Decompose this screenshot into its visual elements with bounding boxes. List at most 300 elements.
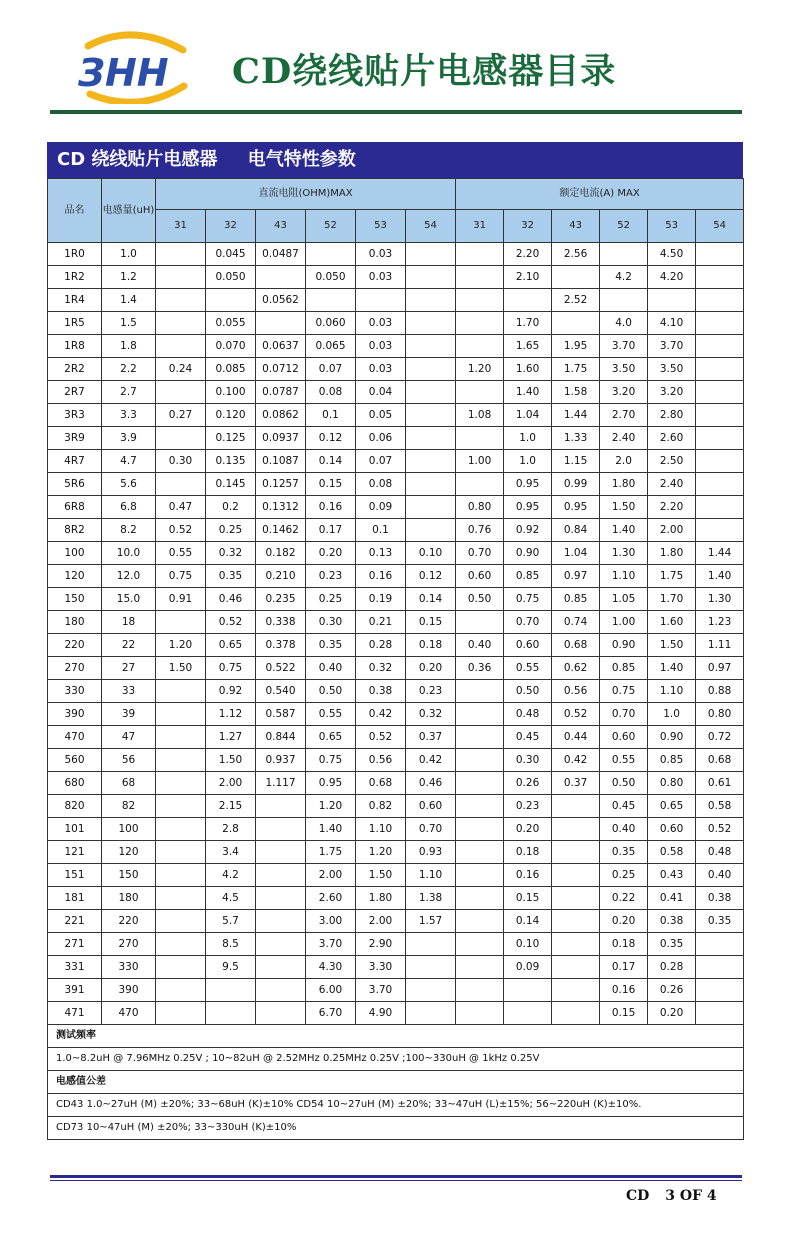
table-cell: 5.7	[206, 910, 256, 933]
table-cell: 1.57	[406, 910, 456, 933]
table-cell	[552, 841, 600, 864]
table-cell: 0.68	[696, 749, 744, 772]
table-cell	[696, 1002, 744, 1025]
table-cell	[696, 243, 744, 266]
table-row	[48, 657, 744, 680]
table-cell: 1.20	[356, 841, 406, 864]
table-cell: 3.70	[356, 979, 406, 1002]
tolerance-text-1: CD43 1.0~27uH (M) ±20%; 33~68uH (K)±10% CD54 10~27uH (M) ±20%; 33~47uH (L)±15%; 56~220uH (K)±10%.	[48, 1094, 744, 1117]
table-cell: 0.38	[696, 887, 744, 910]
table-cell: 470	[102, 1002, 156, 1025]
table-cell: 3.70	[306, 933, 356, 956]
table-cell: 0.28	[356, 634, 406, 657]
document-title: CD绕线贴片电感器目录	[232, 51, 617, 92]
table-cell	[156, 1002, 206, 1025]
table-cell: 1.08	[456, 404, 504, 427]
table-cell: 1.0	[504, 427, 552, 450]
table-cell: 0.27	[156, 404, 206, 427]
table-cell	[156, 841, 206, 864]
table-cell: 0.80	[456, 496, 504, 519]
table-cell	[156, 381, 206, 404]
table-cell: 2.00	[648, 519, 696, 542]
table-cell: 3.50	[648, 358, 696, 381]
table-cell: 0.23	[306, 565, 356, 588]
table-cell: 0.182	[256, 542, 306, 565]
table-cell: 0.48	[696, 841, 744, 864]
table-row	[48, 519, 744, 542]
table-cell	[696, 473, 744, 496]
table-cell	[156, 726, 206, 749]
table-cell: 0.52	[552, 703, 600, 726]
table-cell: 120	[48, 565, 102, 588]
table-cell	[456, 979, 504, 1002]
table-cell: 0.58	[696, 795, 744, 818]
table-cell: 0.30	[156, 450, 206, 473]
table-cell: 0.16	[306, 496, 356, 519]
table-cell: 0.55	[504, 657, 552, 680]
table-cell: 0.18	[600, 933, 648, 956]
table-cell: 4R7	[48, 450, 102, 473]
table-cell	[456, 335, 504, 358]
table-cell	[256, 956, 306, 979]
footer-divider	[50, 1175, 742, 1178]
table-row	[48, 496, 744, 519]
table-cell	[456, 312, 504, 335]
table-cell: 0.08	[306, 381, 356, 404]
table-cell: 0.125	[206, 427, 256, 450]
table-cell	[552, 266, 600, 289]
table-cell: 0.1087	[256, 450, 306, 473]
table-cell: 1.80	[356, 887, 406, 910]
table-cell: 1.70	[504, 312, 552, 335]
table-cell	[406, 496, 456, 519]
table-cell: 0.55	[156, 542, 206, 565]
table-cell	[406, 289, 456, 312]
table-cell	[156, 956, 206, 979]
table-cell: 0.10	[406, 542, 456, 565]
table-cell	[156, 473, 206, 496]
table-cell	[456, 289, 504, 312]
table-cell	[456, 864, 504, 887]
table-cell	[696, 289, 744, 312]
table-cell: 0.75	[206, 657, 256, 680]
table-cell: 0.48	[504, 703, 552, 726]
header-dcr-size: 52	[306, 210, 356, 243]
table-cell: 3.50	[600, 358, 648, 381]
table-cell: 0.21	[356, 611, 406, 634]
table-cell: 271	[48, 933, 102, 956]
table-cell: 0.16	[356, 565, 406, 588]
table-cell: 3.30	[356, 956, 406, 979]
table-cell: 0.14	[406, 588, 456, 611]
table-cell: 1.20	[306, 795, 356, 818]
table-cell: 2.20	[504, 243, 552, 266]
table-cell	[206, 1002, 256, 1025]
table-cell: 0.92	[504, 519, 552, 542]
table-row	[48, 818, 744, 841]
table-cell	[552, 956, 600, 979]
table-cell: 0.58	[648, 841, 696, 864]
table-cell: 1.40	[306, 818, 356, 841]
table-cell: 0.85	[600, 657, 648, 680]
table-cell: 0.0862	[256, 404, 306, 427]
table-cell	[696, 427, 744, 450]
table-cell	[552, 979, 600, 1002]
table-row	[48, 910, 744, 933]
table-cell: 0.80	[648, 772, 696, 795]
table-cell: 0.22	[600, 887, 648, 910]
table-cell: 0.1257	[256, 473, 306, 496]
table-cell	[406, 335, 456, 358]
table-cell: 1.75	[552, 358, 600, 381]
table-cell: 0.09	[504, 956, 552, 979]
table-cell: 1.50	[356, 864, 406, 887]
table-cell	[406, 427, 456, 450]
table-row	[48, 956, 744, 979]
table-cell: 0.35	[600, 841, 648, 864]
table-cell: 0.85	[648, 749, 696, 772]
table-cell: 6.00	[306, 979, 356, 1002]
table-cell: 0.20	[306, 542, 356, 565]
table-cell: 330	[102, 956, 156, 979]
table-cell: 680	[48, 772, 102, 795]
table-cell: 0.25	[206, 519, 256, 542]
table-cell: 2.7	[102, 381, 156, 404]
table-cell	[552, 864, 600, 887]
table-cell: 4.7	[102, 450, 156, 473]
table-cell: 0.0712	[256, 358, 306, 381]
table-cell: 3.70	[600, 335, 648, 358]
table-cell: 0.16	[600, 979, 648, 1002]
table-cell: 0.80	[696, 703, 744, 726]
table-cell: 0.17	[306, 519, 356, 542]
table-cell: 0.90	[648, 726, 696, 749]
table-cell: 0.065	[306, 335, 356, 358]
table-cell	[456, 427, 504, 450]
footer-divider-thin	[50, 1180, 742, 1181]
table-cell: 0.03	[356, 312, 406, 335]
logo-text: ЗHH	[78, 51, 169, 95]
table-cell	[696, 266, 744, 289]
table-cell: 0.52	[356, 726, 406, 749]
table-row	[48, 887, 744, 910]
table-cell	[552, 818, 600, 841]
table-cell: 1.50	[600, 496, 648, 519]
table-cell	[406, 473, 456, 496]
table-cell: 33	[102, 680, 156, 703]
table-cell: 0.09	[356, 496, 406, 519]
table-cell	[156, 979, 206, 1002]
table-cell: 0.07	[306, 358, 356, 381]
table-cell: 0.100	[206, 381, 256, 404]
table-cell: 180	[102, 887, 156, 910]
table-row	[48, 542, 744, 565]
table-cell: 0.92	[206, 680, 256, 703]
table-cell: 1.40	[504, 381, 552, 404]
table-cell	[456, 726, 504, 749]
table-cell: 1.65	[504, 335, 552, 358]
table-cell: 0.40	[456, 634, 504, 657]
table-row	[48, 335, 744, 358]
table-cell: 1.30	[600, 542, 648, 565]
table-cell: 0.50	[306, 680, 356, 703]
table-cell: 0.070	[206, 335, 256, 358]
table-cell	[156, 680, 206, 703]
table-cell: 4.30	[306, 956, 356, 979]
table-cell: 27	[102, 657, 156, 680]
table-cell: 1.27	[206, 726, 256, 749]
table-cell: 47	[102, 726, 156, 749]
table-cell: 0.085	[206, 358, 256, 381]
table-cell	[156, 611, 206, 634]
table-cell: 0.04	[356, 381, 406, 404]
table-cell: 0.25	[306, 588, 356, 611]
table-cell: 0.52	[156, 519, 206, 542]
table-cell: 1.0	[648, 703, 696, 726]
header-current-size: 43	[552, 210, 600, 243]
table-cell	[406, 933, 456, 956]
table-cell: 0.06	[356, 427, 406, 450]
table-cell: 2.40	[648, 473, 696, 496]
table-cell	[456, 266, 504, 289]
table-cell	[156, 243, 206, 266]
table-cell: 3R3	[48, 404, 102, 427]
table-cell: 0.95	[552, 496, 600, 519]
table-cell: 0.35	[696, 910, 744, 933]
table-title-part2: 电气特性参数	[247, 149, 356, 170]
table-cell: 1.40	[648, 657, 696, 680]
table-cell: 2.2	[102, 358, 156, 381]
table-cell: 0.75	[156, 565, 206, 588]
table-cell: 0.68	[552, 634, 600, 657]
table-cell	[456, 611, 504, 634]
table-cell	[406, 450, 456, 473]
table-cell: 560	[48, 749, 102, 772]
table-cell	[504, 979, 552, 1002]
table-cell: 0.35	[206, 565, 256, 588]
table-cell	[456, 473, 504, 496]
tolerance-label: 电感值公差	[48, 1071, 744, 1094]
table-cell: 1.75	[648, 565, 696, 588]
table-cell	[696, 979, 744, 1002]
table-cell: 56	[102, 749, 156, 772]
table-cell: 0.65	[306, 726, 356, 749]
table-cell: 1.117	[256, 772, 306, 795]
table-cell	[504, 289, 552, 312]
table-cell: 1.40	[600, 519, 648, 542]
table-cell: 2.20	[648, 496, 696, 519]
table-body	[48, 243, 744, 1025]
table-cell: 0.42	[552, 749, 600, 772]
table-cell: 0.0937	[256, 427, 306, 450]
table-cell: 2.0	[600, 450, 648, 473]
table-cell	[306, 289, 356, 312]
table-cell: 1.04	[552, 542, 600, 565]
table-cell: 0.40	[306, 657, 356, 680]
table-cell: 0.36	[456, 657, 504, 680]
table-cell: 0.91	[156, 588, 206, 611]
table-cell: 2.60	[648, 427, 696, 450]
table-cell: 6.70	[306, 1002, 356, 1025]
table-cell: 0.10	[504, 933, 552, 956]
table-cell: 9.5	[206, 956, 256, 979]
table-cell: 2.90	[356, 933, 406, 956]
table-cell: 0.85	[504, 565, 552, 588]
table-cell: 0.93	[406, 841, 456, 864]
table-row	[48, 312, 744, 335]
table-cell: 0.45	[600, 795, 648, 818]
table-cell: 0.75	[306, 749, 356, 772]
header-dcr-group: 直流电阻(OHM)MAX	[156, 179, 456, 210]
table-cell: 0.42	[356, 703, 406, 726]
table-cell: 1.58	[552, 381, 600, 404]
table-cell: 100	[102, 818, 156, 841]
table-cell: 0.88	[696, 680, 744, 703]
table-cell: 1.10	[356, 818, 406, 841]
table-cell: 3.4	[206, 841, 256, 864]
table-cell: 0.84	[552, 519, 600, 542]
table-cell: 220	[48, 634, 102, 657]
table-cell: 0.587	[256, 703, 306, 726]
table-cell: 1.2	[102, 266, 156, 289]
table-cell: 2.52	[552, 289, 600, 312]
table-cell: 0.75	[600, 680, 648, 703]
table-cell: 0.145	[206, 473, 256, 496]
table-cell: 0.0562	[256, 289, 306, 312]
table-cell: 0.70	[504, 611, 552, 634]
table-cell: 1.10	[406, 864, 456, 887]
table-cell: 1.70	[648, 588, 696, 611]
table-cell: 0.52	[206, 611, 256, 634]
table-cell: 2.10	[504, 266, 552, 289]
table-cell: 1.30	[696, 588, 744, 611]
table-cell: 1.44	[552, 404, 600, 427]
table-cell: 2R7	[48, 381, 102, 404]
table-cell	[406, 312, 456, 335]
table-cell: 0.1312	[256, 496, 306, 519]
table-cell: 0.1	[356, 519, 406, 542]
table-row	[48, 703, 744, 726]
table-cell	[256, 818, 306, 841]
table-cell	[256, 887, 306, 910]
table-cell	[552, 795, 600, 818]
table-cell: 5.6	[102, 473, 156, 496]
table-cell: 0.40	[696, 864, 744, 887]
spec-table-block	[47, 142, 743, 1140]
table-cell: 0.1462	[256, 519, 306, 542]
table-cell: 1R4	[48, 289, 102, 312]
table-cell: 0.68	[356, 772, 406, 795]
table-cell: 1.05	[600, 588, 648, 611]
table-cell: 120	[102, 841, 156, 864]
table-cell	[696, 496, 744, 519]
table-cell: 220	[102, 910, 156, 933]
table-cell: 0.03	[356, 266, 406, 289]
table-cell: 1.11	[696, 634, 744, 657]
table-cell	[156, 933, 206, 956]
header-dcr-size: 53	[356, 210, 406, 243]
table-row	[48, 795, 744, 818]
table-cell: 0.38	[648, 910, 696, 933]
table-cell: 1.38	[406, 887, 456, 910]
table-cell: 4.0	[600, 312, 648, 335]
table-cell	[696, 358, 744, 381]
table-cell: 1.0	[102, 243, 156, 266]
table-cell: 0.85	[552, 588, 600, 611]
table-cell: 4.90	[356, 1002, 406, 1025]
table-cell: 0.95	[306, 772, 356, 795]
table-cell: 0.35	[306, 634, 356, 657]
table-row	[48, 358, 744, 381]
table-cell: 0.14	[306, 450, 356, 473]
table-row	[48, 266, 744, 289]
header-current-size: 31	[456, 210, 504, 243]
table-cell: 0.50	[600, 772, 648, 795]
table-cell: 331	[48, 956, 102, 979]
table-row	[48, 588, 744, 611]
table-cell	[552, 312, 600, 335]
table-cell	[456, 381, 504, 404]
table-cell: 39	[102, 703, 156, 726]
table-cell: 0.15	[306, 473, 356, 496]
table-cell	[256, 979, 306, 1002]
table-cell: 4.5	[206, 887, 256, 910]
table-cell: 0.0637	[256, 335, 306, 358]
table-cell	[456, 749, 504, 772]
table-row	[48, 634, 744, 657]
table-cell: 0.95	[504, 496, 552, 519]
header-current-size: 52	[600, 210, 648, 243]
table-cell: 470	[48, 726, 102, 749]
table-row	[48, 864, 744, 887]
table-cell	[696, 956, 744, 979]
table-cell: 2.00	[206, 772, 256, 795]
table-cell: 0.32	[356, 657, 406, 680]
table-cell: 1.0	[504, 450, 552, 473]
table-cell: 0.050	[206, 266, 256, 289]
page-number: 3 OF 4	[665, 1188, 717, 1204]
table-cell: 820	[48, 795, 102, 818]
table-cell: 0.20	[504, 818, 552, 841]
table-cell: 471	[48, 1002, 102, 1025]
table-cell	[206, 289, 256, 312]
table-cell: 3.70	[648, 335, 696, 358]
table-cell: 0.70	[456, 542, 504, 565]
table-row	[48, 404, 744, 427]
table-cell: 3.9	[102, 427, 156, 450]
header-dcr-size: 54	[406, 210, 456, 243]
table-cell: 0.16	[504, 864, 552, 887]
table-cell: 1.75	[306, 841, 356, 864]
table-row	[48, 841, 744, 864]
table-cell: 0.46	[406, 772, 456, 795]
table-cell: 0.41	[648, 887, 696, 910]
table-cell: 0.52	[696, 818, 744, 841]
table-cell: 1R8	[48, 335, 102, 358]
header-current-size: 54	[696, 210, 744, 243]
table-cell: 1.00	[456, 450, 504, 473]
table-cell: 390	[102, 979, 156, 1002]
table-cell: 3.3	[102, 404, 156, 427]
table-cell: 68	[102, 772, 156, 795]
table-cell	[456, 887, 504, 910]
table-cell	[696, 335, 744, 358]
table-cell: 0.60	[406, 795, 456, 818]
table-cell: 0.20	[648, 1002, 696, 1025]
table-cell	[156, 795, 206, 818]
table-cell	[456, 795, 504, 818]
header-inductance: 电感量(uH)	[102, 179, 156, 243]
